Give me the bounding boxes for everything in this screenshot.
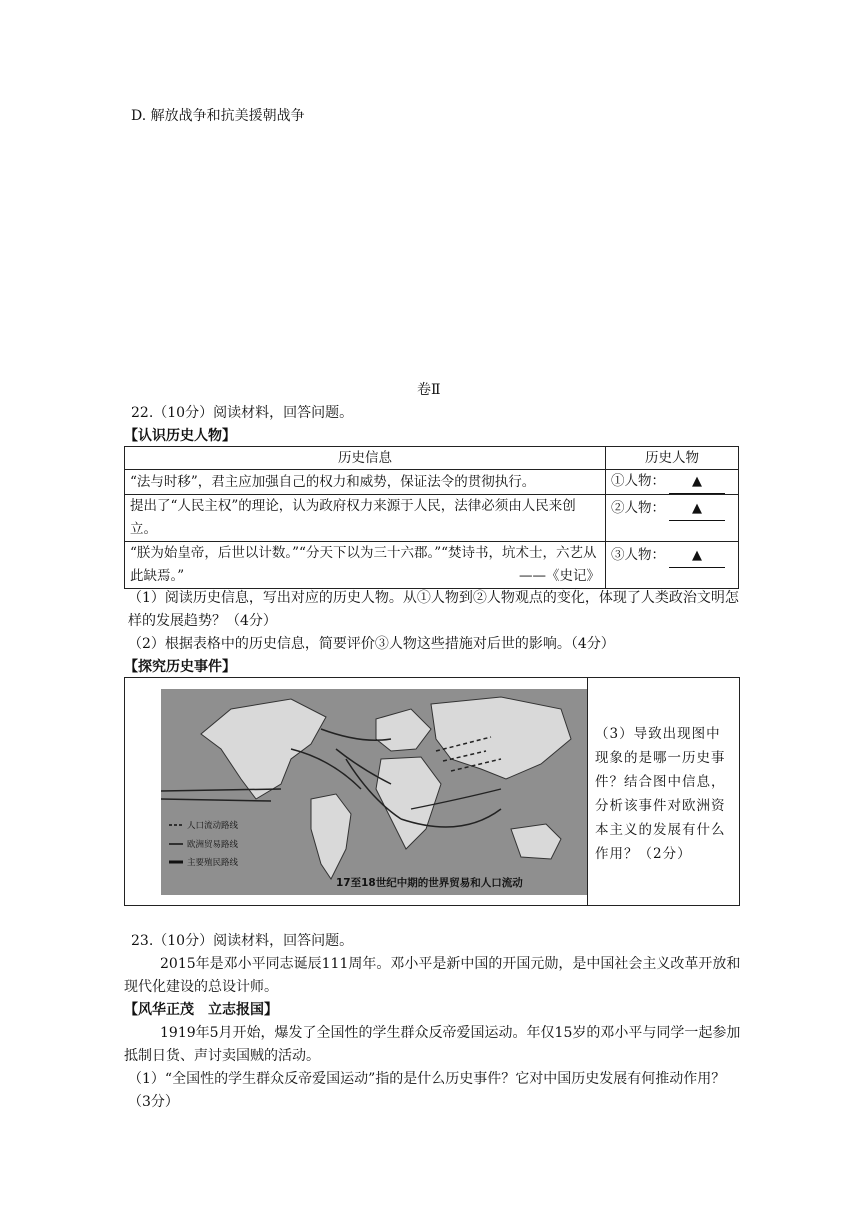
triangle-icon: ▲ xyxy=(692,548,702,563)
explore-event-box xyxy=(124,677,740,906)
q22-sub-question-2: （2）根据表格中的历史信息，简要评价③人物这些措施对后世的影响。（4分） xyxy=(128,636,615,652)
table-cell-person xyxy=(606,542,739,589)
legend-item: 主要殖民路线 xyxy=(187,858,239,868)
table-header-row xyxy=(125,447,739,470)
volume-title: 卷Ⅱ xyxy=(417,382,441,398)
q23-sub-question-1: （1）“全国性的学生群众反帝爱国运动”指的是什么历史事件？它对中国历史发展有何推动作用？（3分） xyxy=(128,1071,726,1110)
answer-blank[interactable] xyxy=(669,497,725,521)
table-header-person: 历史人物 xyxy=(606,447,739,470)
section-title-youth: 【风华正茂 立志报国】 xyxy=(124,1002,278,1018)
legend-item: 人口流动路线 xyxy=(187,821,239,831)
q23-paragraph: 1919年5月开始，爆发了全国性的学生群众反帝爱国运动。年仅15岁的邓小平与同学一起参加抵制日货、声讨卖国贼的活动。 xyxy=(124,1025,741,1064)
q22-sub-question-3: （3）导致出现图中现象的是哪一历史事件？结合图中信息，分析该事件对欧洲资本主义的发展有什么作用？（2分） xyxy=(595,726,726,862)
table-cell-info-text: “朕为始皇帝，后世以计数。”“分天下以为三十六郡。”“焚诗书，坑术士，六艺从此缺焉。” xyxy=(130,545,597,584)
option-d: D. 解放战争和抗美援朝战争 xyxy=(131,108,305,124)
person-label: ②人物： xyxy=(611,500,665,516)
box-divider xyxy=(587,678,588,905)
section-title-figures: 【认识历史人物】 xyxy=(124,428,236,444)
person-label: ①人物： xyxy=(611,473,665,489)
table-cell-person xyxy=(606,470,739,495)
table-cell-info: “法与时移”，君主应加强自己的权力和威势，保证法令的贯彻执行。 xyxy=(125,470,606,495)
legend-item: 欧洲贸易路线 xyxy=(187,840,239,850)
triangle-icon: ▲ xyxy=(692,501,702,516)
table-header-info: 历史信息 xyxy=(125,447,606,470)
table-cell-info: 提出了“人民主权”的理论，认为政府权力来源于人民，法律必须由人民来创立。 xyxy=(125,495,606,542)
q23-intro: 2015年是邓小平同志诞辰111周年。邓小平是新中国的开国元勋，是中国社会主义改革开放和现代化建设的总设计师。 xyxy=(124,956,741,995)
triangle-icon: ▲ xyxy=(692,474,702,489)
history-figures-table xyxy=(124,446,739,589)
person-label: ③人物： xyxy=(611,547,665,563)
q23-heading: 23.（10分）阅读材料，回答问题。 xyxy=(131,933,354,949)
world-trade-map-image xyxy=(161,689,587,895)
table-row xyxy=(125,495,739,542)
table-cell-person xyxy=(606,495,739,542)
answer-blank[interactable] xyxy=(669,470,725,494)
table-cell-info xyxy=(125,542,606,589)
map-caption: 17至18世纪中期的世界贸易和人口流动 xyxy=(336,877,523,889)
section-title-events: 【探究历史事件】 xyxy=(124,659,236,675)
table-row xyxy=(125,542,739,589)
source-citation: ——《史记》 xyxy=(519,568,600,584)
table-row xyxy=(125,470,739,495)
q22-heading: 22.（10分）阅读材料，回答问题。 xyxy=(131,405,354,421)
answer-blank[interactable] xyxy=(669,544,725,568)
q22-sub-question-1: （1）阅读历史信息，写出对应的历史人物。从①人物到②人物观点的变化，体现了人类政治文明怎样的发展趋势？（4分） xyxy=(128,590,739,629)
